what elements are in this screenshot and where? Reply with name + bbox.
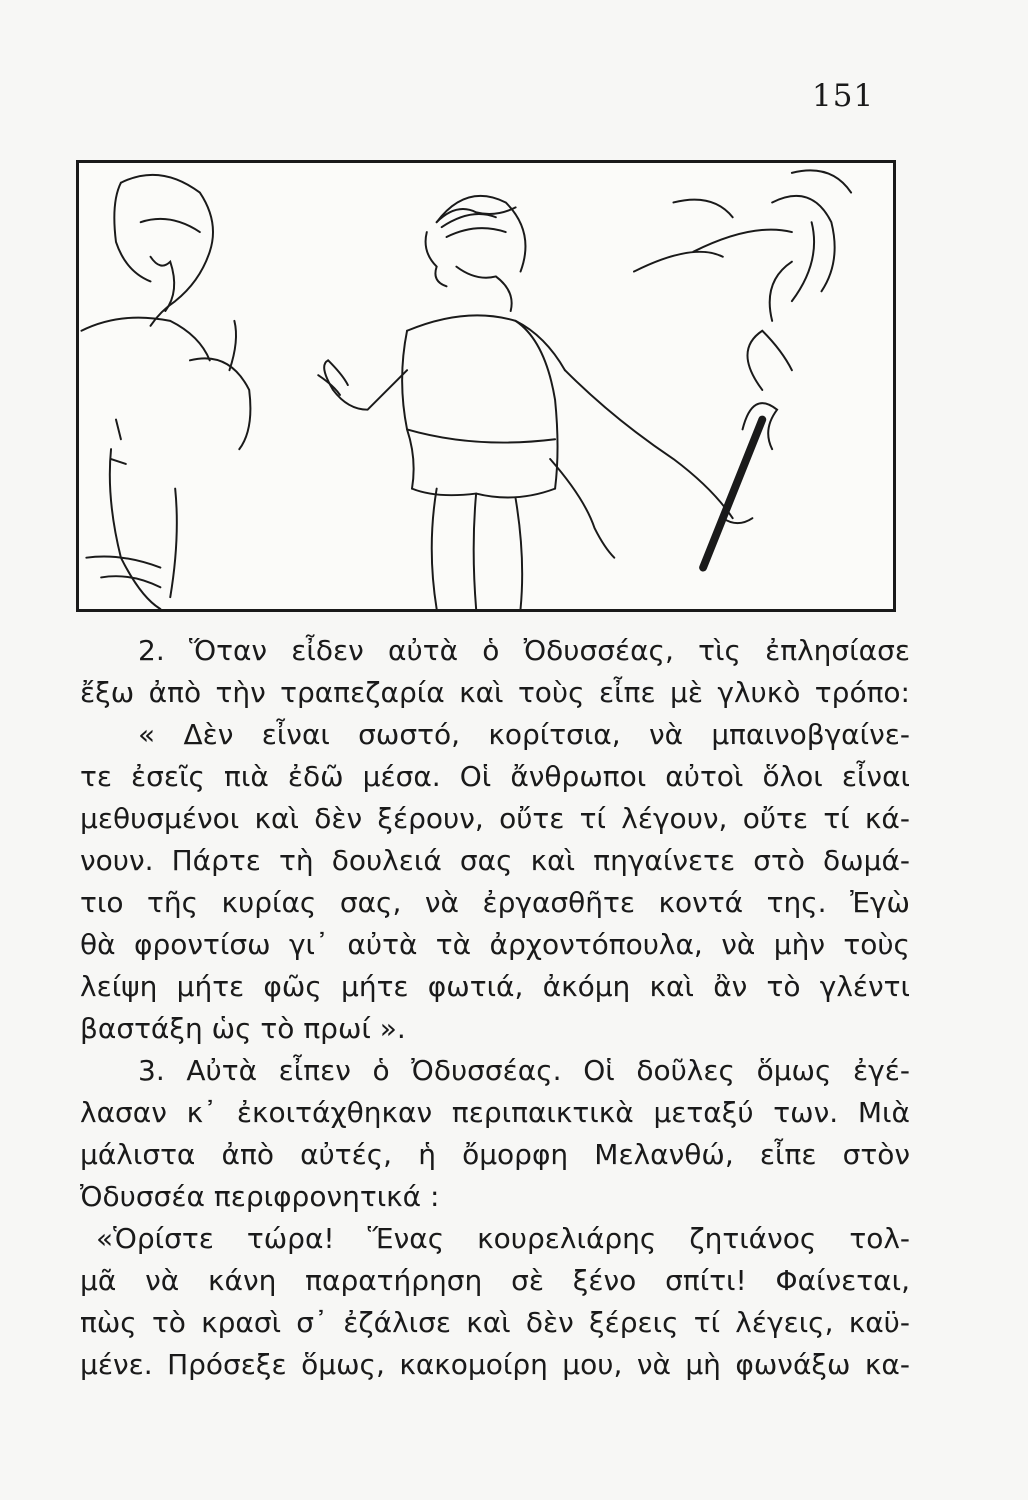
text-line: πὼς τὸ κρασὶ σ᾽ ἐζάλισε καὶ δὲν ξέρεις τί λέγεις, καϋ- xyxy=(80,1306,910,1339)
illustration-frame xyxy=(76,160,896,612)
odysseus-figure xyxy=(81,175,250,609)
text-line: 3. Αὐτὰ εἶπεν ὁ Ὀδυσσέας. Οἱ δοῦλες ὅμως ἐγέ- xyxy=(138,1054,910,1087)
text-line: λείψη μήτε φῶς μήτε φωτιά, ἀκόμη καὶ ἂν τὸ γλέντι xyxy=(80,970,910,1003)
text-line: μένε. Πρόσεξε ὅμως, κακομοίρη μου, νὰ μὴ φωνάξω κα- xyxy=(80,1348,910,1381)
text-line: βαστάξη ὡς τὸ πρωί ». xyxy=(80,1012,406,1045)
text-line: « Δὲν εἶναι σωστό, κορίτσια, νὰ μπαινοβγαίνε- xyxy=(138,718,910,751)
odysseus-melantho-drawing xyxy=(79,163,893,609)
text-line: ἔξω ἀπὸ τὴν τραπεζαρία καὶ τοὺς εἶπε μὲ γλυκὸ τρόπο: xyxy=(80,676,910,709)
text-line: 2. Ὅταν εἶδεν αὐτὰ ὁ Ὀδυσσέας, τὶς ἐπλησίασε xyxy=(138,634,910,667)
text-line: λασαν κ᾽ ἐκοιτάχθηκαν περιπαικτικὰ μεταξύ των. Μιὰ xyxy=(80,1096,910,1129)
body-text xyxy=(80,630,910,1386)
text-line: τιο τῆς κυρίας σας, νὰ ἐργασθῆτε κοντά της. Ἐγὼ xyxy=(80,886,910,919)
page-number: 151 xyxy=(812,78,875,114)
melantho-figure xyxy=(318,196,732,609)
text-line: «Ὁρίστε τώρα! Ἕνας κουρελιάρης ζητιάνος τολ- xyxy=(96,1222,910,1255)
text-line: μᾶ νὰ κάνη παρατήρηση σὲ ξένο σπίτι! Φαίνεται, xyxy=(80,1264,910,1297)
text-line: μεθυσμένοι καὶ δὲν ξέρουν, οὔτε τί λέγουν, οὔτε τί κά- xyxy=(80,802,910,835)
text-line: θὰ φροντίσω γι᾽ αὐτὰ τὰ ἀρχοντόπουλα, νὰ μὴν τοὺς xyxy=(80,928,910,961)
text-line: νουν. Πάρτε τὴ δουλειά σας καὶ πηγαίνετε στὸ δωμά- xyxy=(80,844,910,877)
text-line: μάλιστα ἀπὸ αὐτές, ἡ ὄμορφη Μελανθώ, εἶπε στὸν xyxy=(80,1138,910,1171)
text-line: Ὀδυσσέα περιφρονητικά : xyxy=(80,1180,440,1213)
text-line: τε ἐσεῖς πιὰ ἐδῶ μέσα. Οἱ ἄνθρωποι αὐτοὶ ὅλοι εἶναι xyxy=(80,760,910,793)
torch-icon xyxy=(634,170,851,567)
